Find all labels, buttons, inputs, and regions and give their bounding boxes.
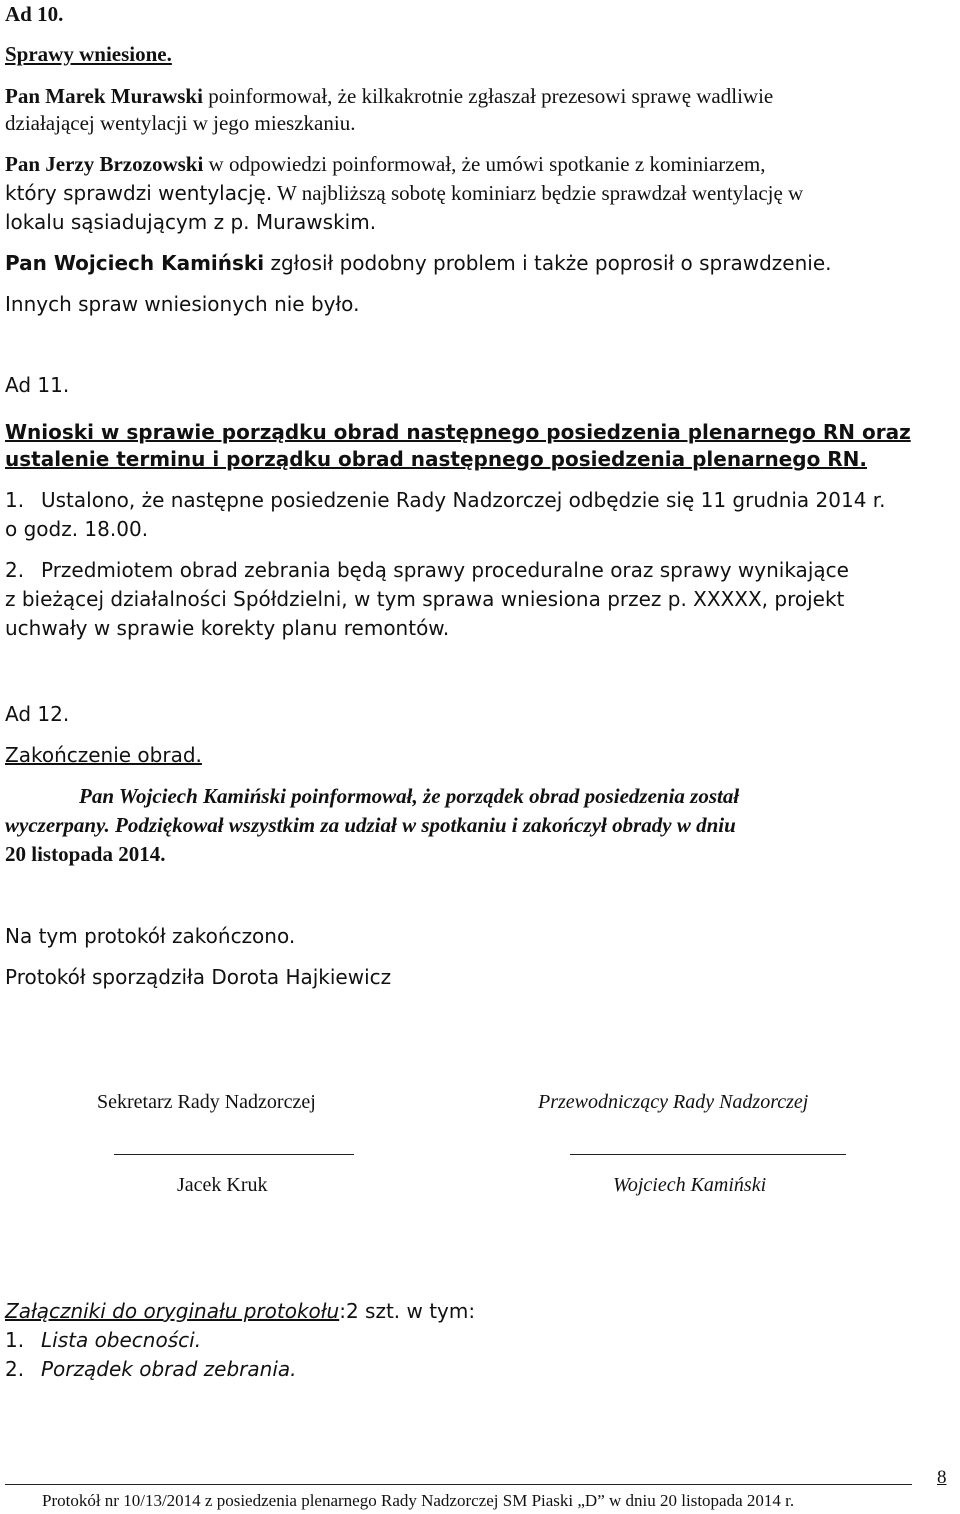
footer-divider [5, 1484, 912, 1485]
paragraph-text: poinformował, że kilkakrotnie zgłaszał prezesowi sprawę wadliwie [202, 84, 774, 108]
left-signatory-name: Jacek Kruk [177, 1174, 268, 1196]
ad11-item-1-number: 1. [5, 488, 25, 512]
paragraph-text: w odpowiedzi poinformował, że umówi spotkanie z kominiarzem, [203, 152, 766, 176]
left-signature-line [114, 1154, 354, 1155]
left-signatory-title: Sekretarz Rady Nadzorczej [97, 1091, 316, 1113]
ad10-paragraph-2-line-3: lokalu sąsiadującym z p. Murawskim. [5, 210, 377, 234]
paragraph-text: który sprawdzi wentylację. [5, 181, 273, 205]
ad11-item-2-line-3: uchwały w sprawie korekty planu remontów. [5, 616, 450, 640]
attachment-item-2: Porządek obrad zebrania. [41, 1357, 297, 1381]
paragraph-text: Podziękował wszystkim za udział w spotkaniu i zakończył obrady w dniu [109, 813, 736, 837]
attachments-header [5, 1301, 475, 1321]
attachment-item-2-number: 2. [5, 1357, 25, 1381]
right-signature-line [570, 1154, 846, 1155]
person-name: Pan Jerzy Brzozowski [5, 152, 204, 176]
ad12-line-1: Pan Wojciech Kamiński poinformował, że porządek obrad posiedzenia został [79, 784, 740, 808]
ad10-paragraph-1-line-2: działającej wentylacji w jego mieszkaniu. [5, 111, 356, 135]
ad11-item-2-line-2: z bieżącej działalności Spółdzielni, w tym sprawa wniesiona przez p. XXXXX, projekt [5, 587, 845, 611]
attachments-label: Załączniki do oryginału protokołu [5, 1299, 340, 1323]
right-signatory-name: Wojciech Kamiński [613, 1174, 767, 1196]
ad11-title-line-2: ustalenie terminu i porządku obrad następnego posiedzenia plenarnego RN. [5, 447, 868, 471]
ad10-title: Sprawy wniesione. [5, 42, 172, 66]
paragraph-text: W najbliższą sobotę kominiarz będzie sprawdzał wentylację w [272, 181, 804, 205]
ad11-item-2-number: 2. [5, 558, 25, 582]
ad12-title: Zakończenie obrad. [5, 743, 202, 767]
attachments-count: :2 szt. w tym: [339, 1299, 476, 1323]
ad10-paragraph-3 [5, 253, 831, 273]
ad12-line-3: 20 listopada 2014. [5, 842, 166, 866]
person-name: Pan Marek Murawski [5, 84, 203, 108]
ad12-heading: Ad 12. [5, 702, 70, 726]
right-signatory-title: Przewodniczący Rady Nadzorczej [538, 1091, 809, 1113]
ad11-item-2-text: Przedmiotem obrad zebrania będą sprawy proceduralne oraz sprawy wynikające [41, 558, 849, 582]
page-number: 8 [937, 1467, 947, 1488]
ad10-paragraph-4: Innych spraw wniesionych nie było. [5, 292, 360, 316]
ad10-paragraph-2-line-2 [5, 183, 803, 204]
prepared-by: Protokół sporządziła Dorota Hajkiewicz [5, 965, 392, 989]
ad12-line-2 [5, 815, 736, 836]
ad10-heading: Ad 10. [5, 2, 64, 26]
ad11-item-1-text: Ustalono, że następne posiedzenie Rady Nadzorczej odbędzie się 11 grudnia 2014 r. [41, 488, 886, 512]
closing-text: Na tym protokół zakończono. [5, 924, 296, 948]
person-name: Pan Wojciech Kamiński [5, 251, 265, 275]
ad10-paragraph-1 [5, 84, 952, 109]
paragraph-text: zgłosił podobny problem i także poprosił o sprawdzenie. [264, 251, 832, 275]
ad11-heading: Ad 11. [5, 373, 70, 397]
ad11-item-1-line-2: o godz. 18.00. [5, 517, 149, 541]
footer-text: Protokół nr 10/13/2014 z posiedzenia plenarnego Rady Nadzorczej SM Piaski „D” w dniu 20 listopada 2014 r. [42, 1491, 795, 1510]
ad10-paragraph-2 [5, 154, 766, 175]
attachment-item-1-number: 1. [5, 1328, 25, 1352]
paragraph-text: wyczerpany. [5, 813, 110, 837]
attachment-item-1: Lista obecności. [41, 1328, 202, 1352]
ad11-title-line-1 [5, 420, 952, 444]
section-title: Wnioski w sprawie porządku obrad następnego posiedzenia plenarnego RN oraz [5, 420, 911, 444]
